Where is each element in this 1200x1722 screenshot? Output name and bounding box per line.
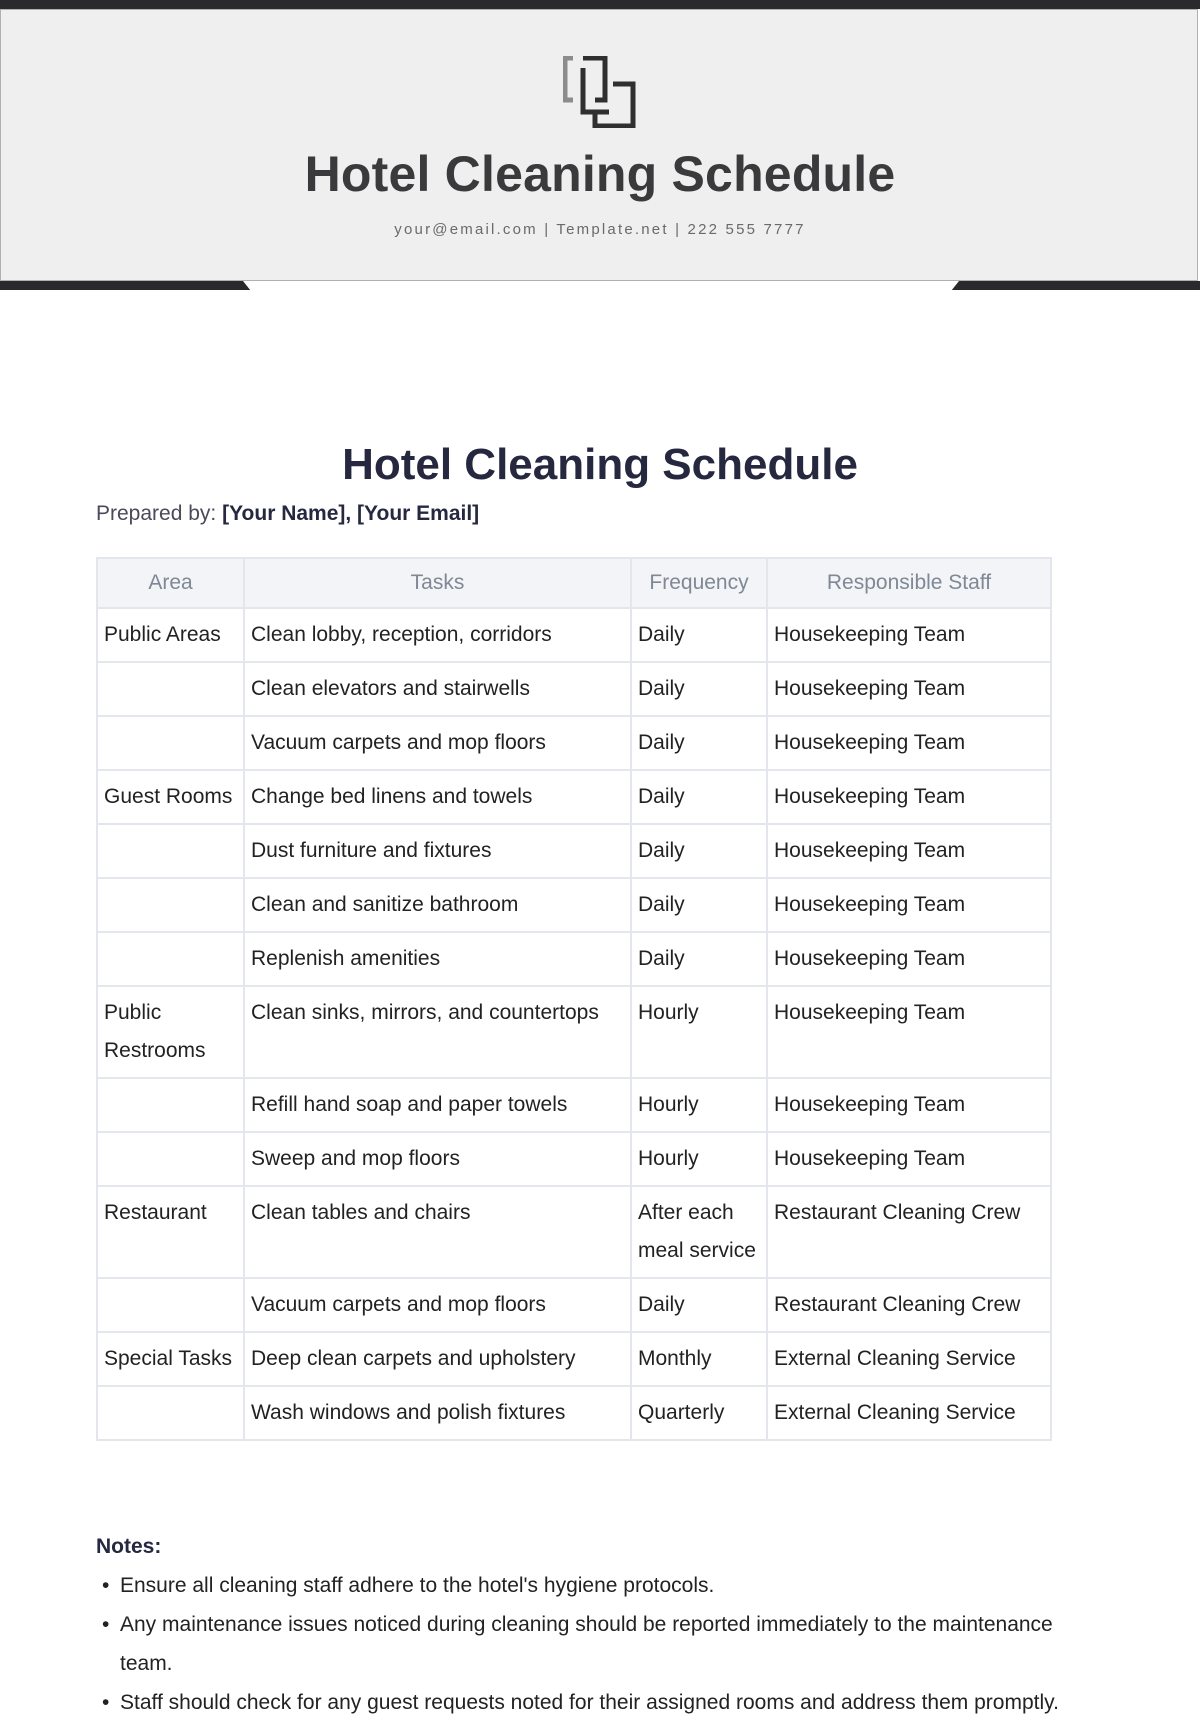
cell-task: Clean lobby, reception, corridors (244, 608, 631, 662)
table-body (97, 608, 1051, 1440)
cell-frequency: Daily (631, 716, 767, 770)
header-tab-shape (243, 281, 959, 290)
notes-title: Notes: (96, 1535, 162, 1558)
cell-task: Change bed linens and towels (244, 770, 631, 824)
cell-area (97, 1132, 244, 1186)
column-header-frequency: Frequency (631, 558, 767, 608)
cell-responsible-staff: Housekeeping Team (767, 932, 1051, 986)
cell-task: Replenish amenities (244, 932, 631, 986)
note-item: • Staff should check for any guest requests noted for their assigned rooms and address them promptly. (120, 1683, 1080, 1722)
cell-task: Wash windows and polish fixtures (244, 1386, 631, 1440)
cell-frequency: Daily (631, 932, 767, 986)
cell-area: Public Restrooms (97, 986, 244, 1078)
document-title: Hotel Cleaning Schedule (342, 440, 858, 489)
cell-frequency: Daily (631, 770, 767, 824)
cell-responsible-staff: Housekeeping Team (767, 662, 1051, 716)
cell-area: Restaurant (97, 1186, 244, 1278)
cell-responsible-staff: Housekeeping Team (767, 608, 1051, 662)
column-header-area: Area (97, 558, 244, 608)
cell-task: Vacuum carpets and mop floors (244, 716, 631, 770)
table-row (97, 1132, 1051, 1186)
cell-area (97, 1386, 244, 1440)
cell-responsible-staff: Housekeeping Team (767, 1132, 1051, 1186)
cell-area (97, 1078, 244, 1132)
table-row (97, 1386, 1051, 1440)
cell-frequency: Daily (631, 878, 767, 932)
cleaning-schedule-table (96, 557, 1052, 1441)
cell-task: Clean tables and chairs (244, 1186, 631, 1278)
cell-task: Vacuum carpets and mop floors (244, 1278, 631, 1332)
cell-responsible-staff: Restaurant Cleaning Crew (767, 1186, 1051, 1278)
table-row (97, 716, 1051, 770)
notes-list (96, 1566, 1080, 1722)
table-row (97, 608, 1051, 662)
note-item: • Ensure all cleaning staff adhere to the hotel's hygiene protocols. (120, 1566, 1080, 1605)
cell-frequency: After each meal service (631, 1186, 767, 1278)
cell-responsible-staff: Housekeeping Team (767, 824, 1051, 878)
cell-frequency: Daily (631, 824, 767, 878)
note-item: • Any maintenance issues noticed during cleaning should be reported immediately to the maintenance team. (120, 1605, 1080, 1683)
cell-task: Deep clean carpets and upholstery (244, 1332, 631, 1386)
column-header-responsible-staff: Responsible Staff (767, 558, 1051, 608)
table-row (97, 824, 1051, 878)
cell-responsible-staff: Housekeeping Team (767, 716, 1051, 770)
cell-responsible-staff: Restaurant Cleaning Crew (767, 1278, 1051, 1332)
cell-task: Dust furniture and fixtures (244, 824, 631, 878)
cell-responsible-staff: Housekeeping Team (767, 878, 1051, 932)
table-row (97, 770, 1051, 824)
table-row (97, 878, 1051, 932)
cell-frequency: Quarterly (631, 1386, 767, 1440)
cell-area (97, 716, 244, 770)
prepared-by (96, 502, 479, 526)
table-row (97, 662, 1051, 716)
cell-area (97, 932, 244, 986)
cell-frequency: Hourly (631, 1132, 767, 1186)
cell-responsible-staff: External Cleaning Service (767, 1386, 1051, 1440)
table-row (97, 1186, 1051, 1278)
cell-task: Clean sinks, mirrors, and countertops (244, 986, 631, 1078)
cell-frequency: Hourly (631, 986, 767, 1078)
cell-frequency: Daily (631, 1278, 767, 1332)
table-row (97, 1078, 1051, 1132)
cell-area: Guest Rooms (97, 770, 244, 824)
cell-responsible-staff: Housekeeping Team (767, 1078, 1051, 1132)
brand-logo-icon (563, 56, 637, 128)
table-row (97, 986, 1051, 1078)
column-header-tasks: Tasks (244, 558, 631, 608)
cell-task: Clean elevators and stairwells (244, 662, 631, 716)
cell-area (97, 824, 244, 878)
cell-frequency: Daily (631, 662, 767, 716)
cell-area (97, 1278, 244, 1332)
cell-task: Sweep and mop floors (244, 1132, 631, 1186)
prepared-by-value: [Your Name], [Your Email] (222, 502, 480, 525)
header-title: Hotel Cleaning Schedule (304, 146, 896, 202)
cell-frequency: Monthly (631, 1332, 767, 1386)
cell-task: Clean and sanitize bathroom (244, 878, 631, 932)
cell-frequency: Hourly (631, 1078, 767, 1132)
cell-area (97, 662, 244, 716)
cell-area (97, 878, 244, 932)
prepared-by-label: Prepared by: (96, 502, 217, 525)
table-row (97, 932, 1051, 986)
table-row (97, 1278, 1051, 1332)
cell-frequency: Daily (631, 608, 767, 662)
header-contact-line: your@email.com | Template.net | 222 555 7777 (394, 221, 806, 238)
table-row (97, 1332, 1051, 1386)
header-top-bar (0, 0, 1200, 9)
cell-task: Refill hand soap and paper towels (244, 1078, 631, 1132)
table-header-row (97, 558, 1051, 608)
cell-responsible-staff: Housekeeping Team (767, 770, 1051, 824)
cell-responsible-staff: Housekeeping Team (767, 986, 1051, 1078)
cell-responsible-staff: External Cleaning Service (767, 1332, 1051, 1386)
cell-area: Special Tasks (97, 1332, 244, 1386)
cell-area: Public Areas (97, 608, 244, 662)
